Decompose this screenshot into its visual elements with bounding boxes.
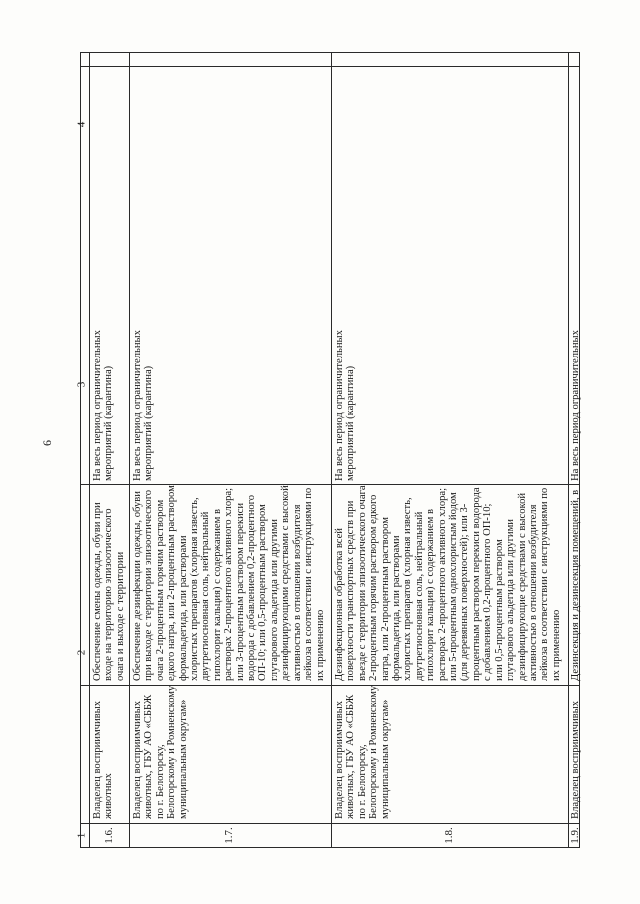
row-divider-1-8 [568, 53, 569, 847]
header-col-4: 4 [75, 121, 88, 128]
row-period-text: На весь период ограничительных мероприятий (карантина) [132, 330, 155, 481]
row-responsible-text: Владелец восприимчивых животных [92, 700, 115, 819]
row-measure-text: Обеспечение смены одежды, обуви при входе на территорию эпизоотического очага и выходе с территории [92, 502, 126, 681]
row-divider-1-7 [331, 53, 332, 847]
header-col-3: 3 [75, 381, 88, 388]
row-responsible-text: Владелец восприимчивых животных, ГБУ АО «СББЖ по г. Белогорску, Белогорскому и Ромненскому муниципальным округам» [132, 685, 189, 819]
row-measure-text: Обеспечение дезинфекции одежды, обуви при выходе с территории эпизоотического очага 2-процентным горячим раствором едкого натра, или 2-процентным раствором формальдегида, или растворами хлористых препаратов (хлорная известь, двутретиосновная соль, нейтральный гипохлорит кальция) с содержанием в растворах 2-процентного активного хлора; или 3-процентным раствором перекиси водорода с добавлением 0,2-процентного ОП-10; или 0,5-процентным раствором глутарового альдегида или другими дезинфицирующими средствами с высокой активностью в отношении возбудителя лейкоза в соответствии с инструкциями по их применению [132, 485, 326, 681]
row-period-text: На весь период ограничительных мероприятий (карантина) [334, 330, 357, 481]
row-period-text: На весь период ограничительных мероприятий (карантина) [92, 330, 115, 481]
header-divider [81, 66, 579, 67]
column-divider-4-1 [81, 823, 579, 824]
measures-table [75, 52, 581, 848]
row-period-text: На весь период ограничительных [570, 330, 581, 481]
row-responsible-text: Владелец восприимчивых [570, 700, 581, 819]
header-col-2: 2 [75, 649, 88, 656]
header-col-1: 1 [75, 832, 88, 839]
row-measure-text: Дезинсекция и дезинсекция помещений, в [570, 489, 581, 681]
row-responsible-text: Владелец восприимчивых животных, ГБУ АО «СББЖ по г. Белогорску, Белогорскому и Ромненскому муниципальным округам» [334, 685, 391, 819]
row-number: 1.6. [102, 827, 115, 844]
row-measure-text: Дезинфекционная обработка всей поверхности транспортных средств при въезде с территории эпизоотического очага 2-процентным горячим раствором едкого натра, или 2-процентным раствором формальдегида, или растворами хлористых препаратов (хлорная известь, двутретиосновная соль, нейтральный гипохлорит кальция) с содержанием в растворах 2-процентного активного хлора; или 5-процентным однохлористым йодом (для деревянных поверхностей); или 3-процентным раствором перекиси водорода с добавлением 0,2-процентного ОП-10; или 0,5-процентным раствором глутарового альдегида или другими дезинфицирующие средствами с высокой активностью в отношении возбудителя лейкоза в соответствии с инструкциями по их применению [334, 485, 562, 681]
row-divider-1-6 [129, 53, 130, 847]
page-number: 6 [40, 440, 54, 446]
row-number: 1.8. [442, 827, 455, 844]
row-number: 1.9. [568, 827, 581, 844]
header-row-divider [89, 53, 90, 847]
row-number: 1.7. [222, 827, 235, 844]
